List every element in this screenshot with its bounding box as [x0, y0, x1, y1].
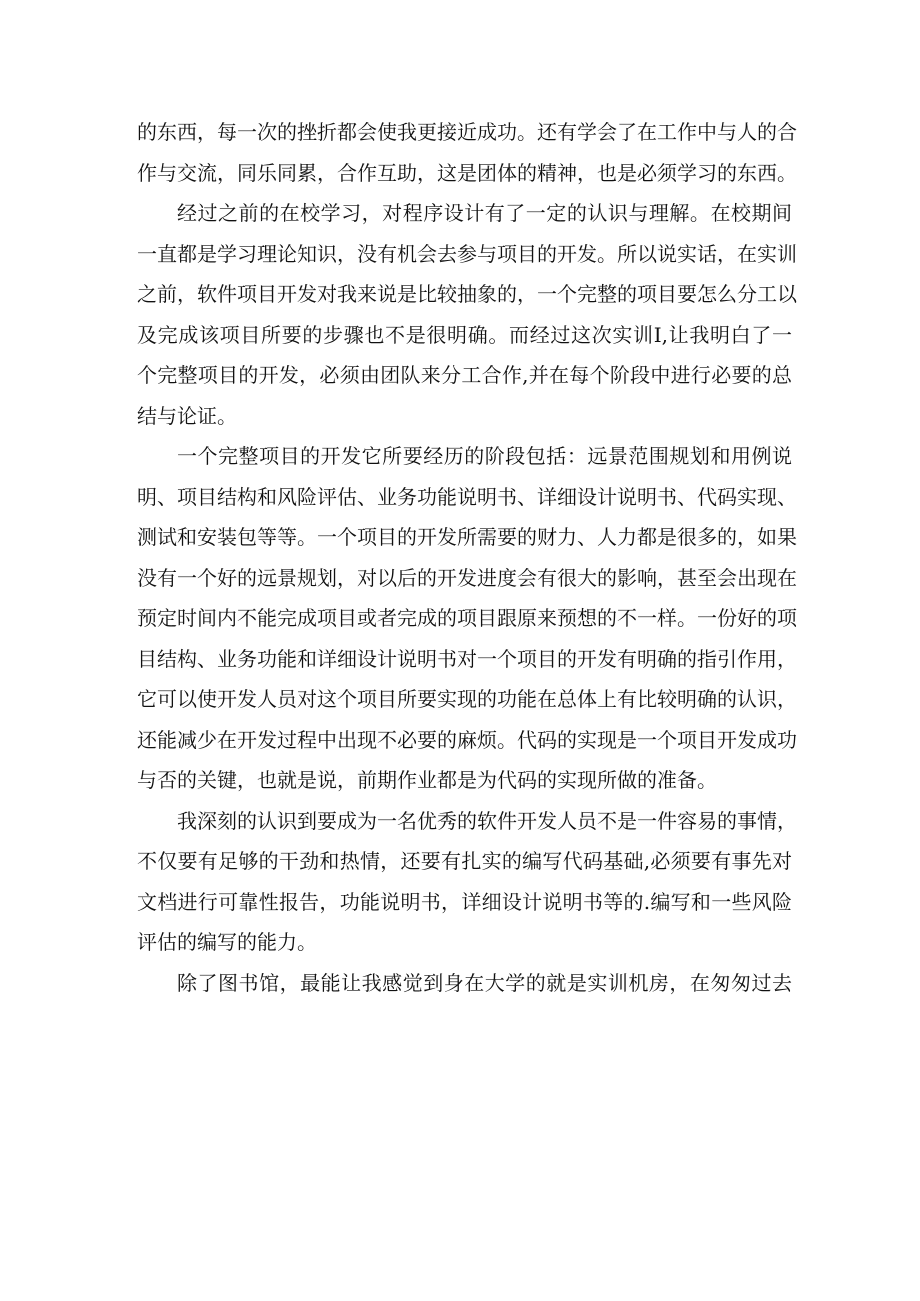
text-line: 一个完整项目的开发它所要经历的阶段包括：远景范围规划和用例说: [177, 444, 792, 468]
body-text: [137, 112, 797, 1003]
text-line: 经过之前的在校学习，对程序设计有了一定的认识与理解。在校期间: [177, 201, 792, 225]
text-line: 明、项目结构和风险评估、业务功能说明书、详细设计说明书、代码实现、: [137, 484, 797, 509]
text-line: 与否的关键，也就是说，前期作业都是为代码的实现所做的准备。: [137, 768, 717, 792]
text-line: 它可以使开发人员对这个项目所要实现的功能在总体上有比较明确的认识，: [137, 687, 797, 711]
text-line: 及完成该项目所要的步骤也不是很明确。而经过这次实训I,让我明白了一: [137, 322, 792, 347]
text-line: 预定时间内不能完成项目或者完成的项目跟原来预想的不一样。一份好的项: [137, 606, 797, 630]
paragraph-3: [137, 436, 797, 801]
text-line: 个完整项目的开发，必须由团队来分工合作,并在每个阶段中进行必要的总: [137, 363, 792, 387]
text-line: 还能减少在开发过程中出现不必要的麻烦。代码的实现是一个项目开发成功: [137, 727, 797, 752]
paragraph-4: [137, 801, 797, 963]
text-line: 不仅要有足够的干劲和热情，还要有扎实的编写代码基础,必须要有事先对: [137, 849, 792, 873]
text-line: 结与论证。: [137, 403, 237, 428]
paragraph-2: [137, 193, 797, 436]
paragraph-5: [137, 963, 792, 1004]
text-line: 一直都是学习理论知识，没有机会去参与项目的开发。所以说实话，在实训: [137, 241, 797, 266]
text-line: 我深刻的认识到要成为一名优秀的软件开发人员不是一件容易的事情，: [177, 808, 797, 833]
text-line: 作与交流，同乐同累，合作互助，这是团体的精神，也是必须学习的东西。: [137, 160, 797, 185]
text-line: 目结构、业务功能和详细设计说明书对一个项目的开发有明确的指引作用，: [137, 646, 797, 671]
text-line: 测试和安装包等等。一个项目的开发所需要的财力、人力都是很多的，如果: [137, 525, 797, 549]
paragraph-1: [137, 112, 797, 193]
text-line: 的东西，每一次的挫折都会使我更接近成功。还有学会了在工作中与人的合: [137, 120, 797, 144]
text-line: 文档进行可靠性报告，功能说明书，详细设计说明书等的.编写和一些风险: [137, 889, 792, 914]
text-line: 评估的编写的能力。: [137, 930, 317, 954]
text-line: 之前，软件项目开发对我来说是比较抽象的，一个完整的项目要怎么分工以: [137, 282, 797, 306]
text-line: 除了图书馆，最能让我感觉到身在大学的就是实训机房，在匆匆过去: [177, 970, 792, 995]
text-line: 没有一个好的远景规划，对以后的开发进度会有很大的影响，甚至会出现在: [137, 565, 797, 590]
